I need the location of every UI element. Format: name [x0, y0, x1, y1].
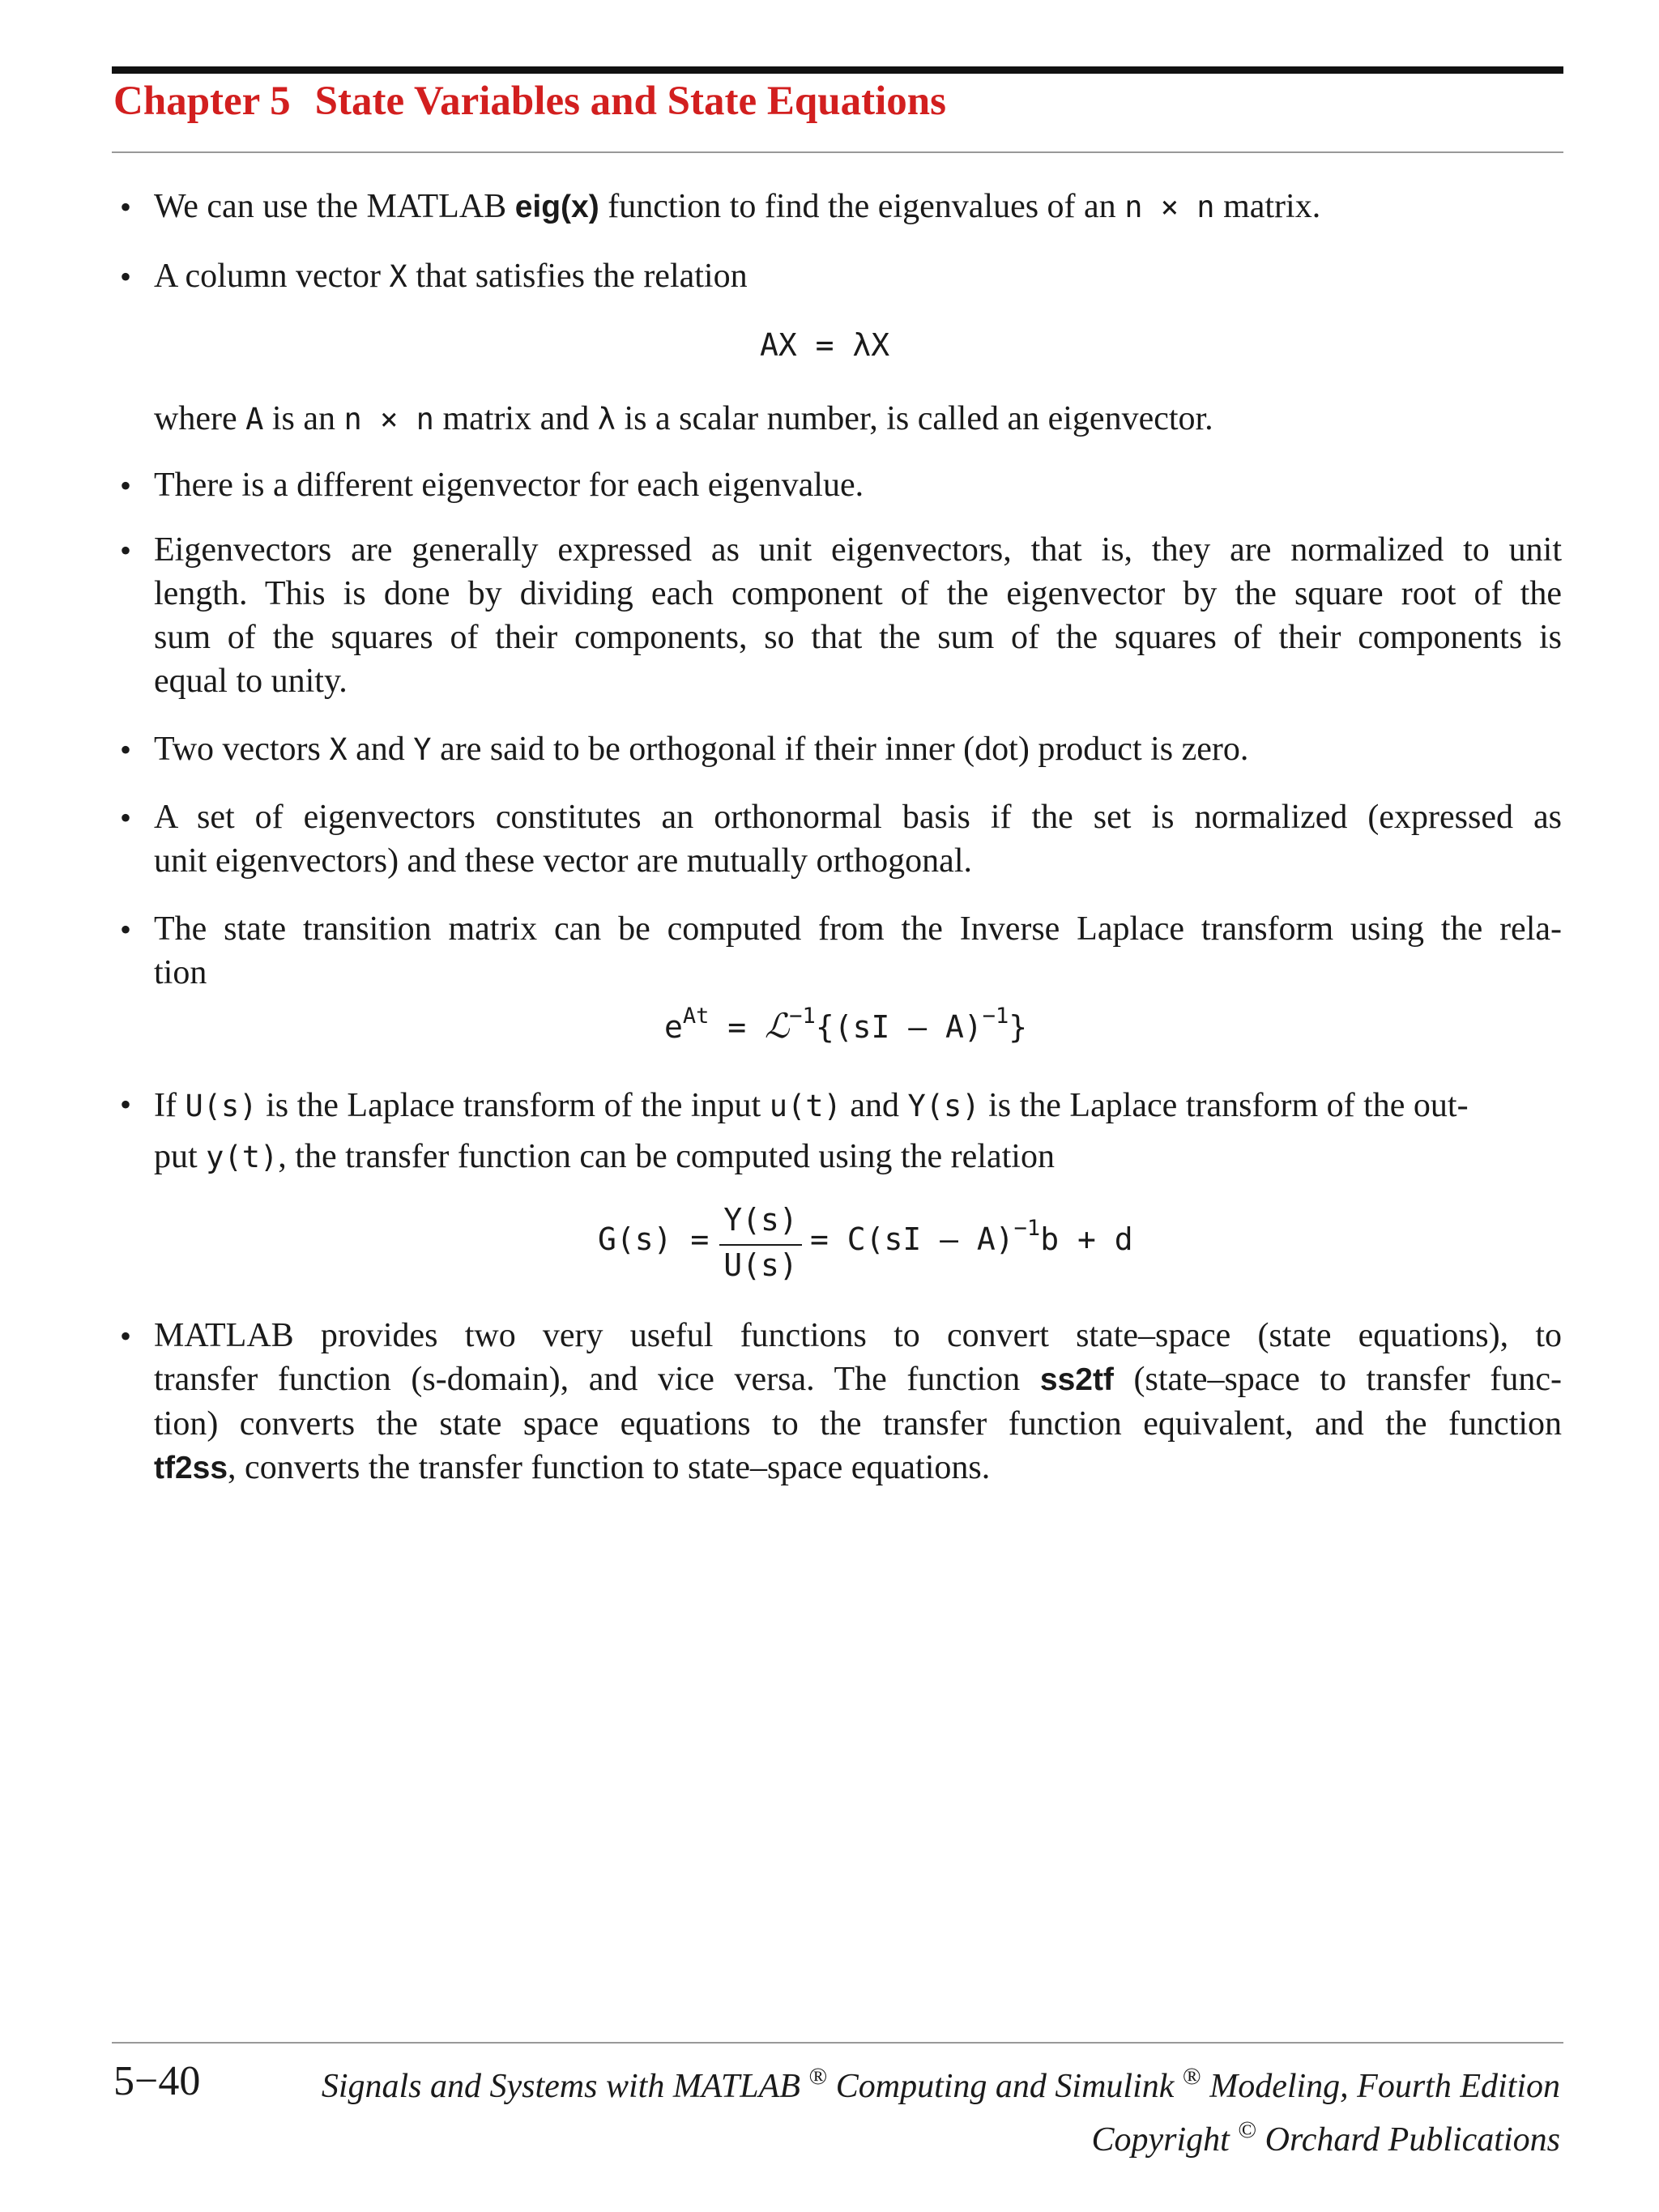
chapter-number: Chapter 5: [113, 79, 291, 124]
bullet-state-transition: The state transition matrix can be computed from the Inverse Laplace transform using the rela- tion: [154, 910, 1562, 991]
chapter-header: [113, 78, 946, 125]
fraction-numerator: Y(s): [723, 1202, 798, 1238]
inline-math: n × n: [1124, 190, 1215, 224]
eigenvector-definition: where A is an n × n matrix and λ is a scalar number, is called an eigenvector.: [154, 400, 1213, 437]
bullet-transfer-function: If U(s) is the Laplace transform of the input u(t) and Y(s) is the Laplace transform of the out- put y(t), the transfer function can be computed using the relation: [154, 1087, 1469, 1175]
bullet-eig-function: We can use the MATLAB eig(x) function to find the eigenvalues of an n × n matrix.: [154, 188, 1321, 225]
equation-eigen-relation: AX = λX: [760, 327, 890, 363]
book-title: Signals and Systems with MATLAB ® Computing and Simulink ® Modeling, Fourth Edition: [321, 2063, 1560, 2105]
bullet-icon: •: [120, 799, 132, 836]
fraction-bar: [719, 1244, 802, 1246]
equation-rhs: = C(sI – A)$^{-1}$b + d: [810, 1216, 1133, 1257]
bullet-icon: •: [120, 1318, 132, 1354]
matlab-command-eig: eig(x): [514, 190, 599, 224]
bullet-column-vector: A column vector X that satisfies the relation: [154, 258, 748, 295]
bullet-icon: •: [120, 189, 132, 225]
bullet-icon: •: [120, 911, 132, 948]
bullet-icon: •: [120, 532, 132, 569]
copyright-mark: ©: [1238, 2116, 1257, 2143]
bullet-orthonormal-basis: A set of eigenvectors constitutes an orthonormal basis if the set is normalized (expressed as unit eigenvectors) and these vector are mutually orthogonal.: [154, 799, 1562, 880]
laplace-symbol: ℒ: [765, 1006, 790, 1046]
registered-mark: ®: [808, 2063, 828, 2090]
equation-state-transition: $e^{At}$ = ℒ$^{-1}${(sI – A)$^{-1}$}: [664, 1004, 1028, 1046]
header-rule: [112, 151, 1563, 153]
fraction-denominator: U(s): [723, 1247, 798, 1283]
bullet-icon: •: [120, 1086, 132, 1123]
bullet-orthogonal-vectors: Two vectors X and Y are said to be orthogonal if their inner (dot) product is zero.: [154, 731, 1249, 768]
page-number: 5−40: [113, 2058, 201, 2104]
bullet-unit-eigenvectors: Eigenvectors are generally expressed as unit eigenvectors, that is, they are normalized to unit length. This is done by dividing each component of the eigenvector by the square root of the sum of the squares of their components, so that the sum of the squares of their components is equal to unity.: [154, 531, 1562, 700]
bullet-icon: •: [120, 731, 132, 768]
footer-rule: [112, 2042, 1563, 2044]
bullet-icon: •: [120, 258, 132, 295]
bullet-icon: •: [120, 467, 132, 504]
matlab-command-ss2tf: ss2tf: [1039, 1362, 1114, 1397]
chapter-title: State Variables and State Equations: [314, 79, 946, 124]
inline-math: X: [389, 259, 407, 294]
equation-lhs: G(s) =: [598, 1221, 710, 1257]
top-rule: [112, 66, 1563, 74]
registered-mark: ®: [1182, 2063, 1201, 2090]
bullet-different-eigenvector: There is a different eigenvector for each eigenvalue.: [154, 467, 864, 504]
matlab-command-tf2ss: tf2ss: [154, 1451, 228, 1485]
copyright-notice: Copyright © Orchard Publications: [1091, 2116, 1560, 2159]
bullet-ss2tf-tf2ss: MATLAB provides two very useful functions to convert state–space (state equations), to transfer function (s-domain), and vice versa. The function ss2tf (state–space to transfer func- tion) converts the state space equations to the transfer function equivalent, and the function tf2ss, converts the transfer function to state–space equations.: [154, 1317, 1563, 1486]
